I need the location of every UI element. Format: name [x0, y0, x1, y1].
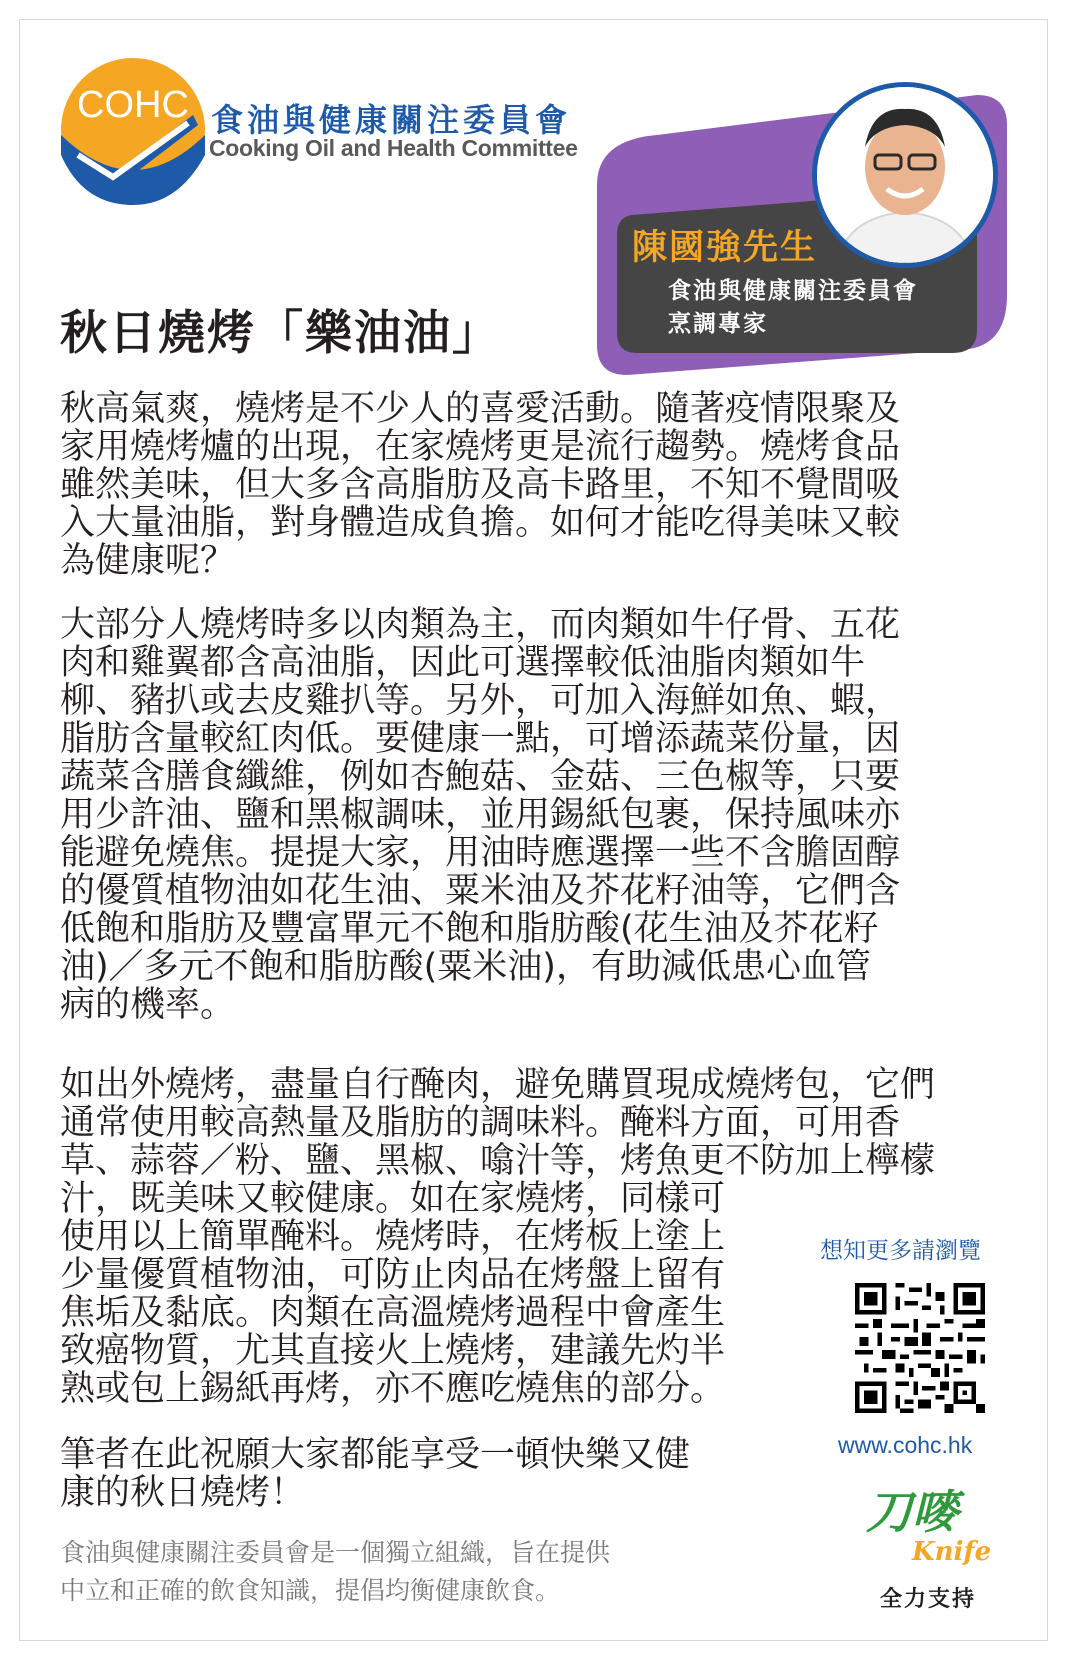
- text-line: 筆者在此祝願大家都能享受一頓快樂又健: [60, 1435, 691, 1475]
- qr-code-icon[interactable]: [855, 1283, 985, 1413]
- text-line: 病的機率。: [60, 985, 236, 1025]
- more-info-label: 想知更多請瀏覽: [820, 1238, 981, 1264]
- expert-photo: [812, 82, 998, 268]
- text-line: 秋高氣爽，燒烤是不少人的喜愛活動。隨著疫情限聚及: [60, 389, 901, 429]
- text-line: 汁，既美味又較健康。如在家燒烤，同樣可: [60, 1179, 726, 1219]
- text-line: 致癌物質，尤其直接火上燒烤，建議先灼半: [60, 1331, 726, 1371]
- text-line: 草、蒜蓉／粉、鹽、黑椒、噏汁等，烤魚更不防加上檸檬: [60, 1141, 936, 1181]
- text-line: 食油與健康關注委員會是一個獨立組織，旨在提供: [60, 1538, 611, 1567]
- text-line: 能避免燒焦。提提大家，用油時應選擇一些不含膽固醇: [60, 833, 901, 873]
- chef-portrait-icon: [817, 87, 993, 263]
- text-line: 的優質植物油如花生油、粟米油及芥花籽油等，它們含: [60, 871, 901, 911]
- text-line: 中立和正確的飲食知識，提倡均衡健康飲食。: [60, 1576, 561, 1605]
- knife-logo-en: Knife: [912, 1537, 992, 1567]
- knife-logo-zh: 刀嘜: [866, 1485, 958, 1539]
- text-line: 蔬菜含膳食纖維，例如杏鮑菇、金菇、三色椒等，只要: [60, 757, 901, 797]
- article-paragraph-2: [60, 606, 900, 1024]
- website-link[interactable]: www.cohc.hk: [838, 1432, 973, 1458]
- text-line: 熟或包上錫紙再烤，亦不應吃燒焦的部分。: [60, 1369, 726, 1409]
- expert-name: 陳國強先生: [632, 228, 818, 268]
- cohc-logo: [58, 55, 208, 205]
- text-line: 柳、豬扒或去皮雞扒等。另外，可加入海鮮如魚、蝦，: [60, 681, 901, 721]
- text-line: 大部分人燒烤時多以肉類為主，而肉類如牛仔骨、五花: [60, 605, 901, 645]
- expert-role: 食油與健康關注委員會: [668, 278, 918, 304]
- text-line: 使用以上簡單醃料。燒烤時，在烤板上塗上: [60, 1217, 726, 1257]
- article-paragraph-1: [60, 390, 900, 580]
- text-line: 用少許油、鹽和黑椒調味，並用錫紙包裹，保持風味亦: [60, 795, 901, 835]
- expert-title: 烹調專家: [668, 311, 768, 337]
- org-name-zh: 食油與健康關注委員會: [211, 101, 572, 139]
- text-line: 焦垢及黏底。肉類在高溫燒烤過程中會產生: [60, 1293, 726, 1333]
- org-name-en: Cooking Oil and Health Committee: [209, 135, 578, 161]
- text-line: 油)／多元不飽和脂肪酸(粟米油)，有助減低患心血管: [60, 947, 871, 987]
- text-line: 入大量油脂，對身體造成負擔。如何才能吃得美味又較: [60, 503, 901, 543]
- text-line: 為健康呢？: [60, 541, 236, 581]
- text-line: 低飽和脂肪及豐富單元不飽和脂肪酸(花生油及芥花籽: [60, 909, 879, 949]
- text-line: 脂肪含量較紅肉低。要健康一點，可增添蔬菜份量，因: [60, 719, 901, 759]
- text-line: 康的秋日燒烤！: [60, 1473, 306, 1513]
- text-line: 雖然美味，但大多含高脂肪及高卡路里，不知不覺間吸: [60, 465, 901, 505]
- article-headline: 秋日燒烤「樂油油」: [60, 306, 501, 361]
- text-line: 通常使用較高熱量及脂肪的調味料。醃料方面，可用香: [60, 1103, 901, 1143]
- article-paragraph-3: [60, 1066, 935, 1408]
- knife-brand-logo: [862, 1480, 992, 1568]
- text-line: 如出外燒烤，盡量自行醃肉，避免購買現成燒烤包，它們: [60, 1065, 936, 1105]
- logo-text: COHC: [77, 84, 189, 126]
- text-line: 家用燒烤爐的出現，在家燒烤更是流行趨勢。燒烤食品: [60, 427, 901, 467]
- text-line: 少量優質植物油，可防止肉品在烤盤上留有: [60, 1255, 726, 1295]
- organization-note: [60, 1534, 610, 1610]
- support-text: 全力支持: [880, 1587, 977, 1612]
- text-line: 肉和雞翼都含高油脂，因此可選擇較低油脂肉類如牛: [60, 643, 866, 683]
- article-paragraph-4: [60, 1436, 690, 1512]
